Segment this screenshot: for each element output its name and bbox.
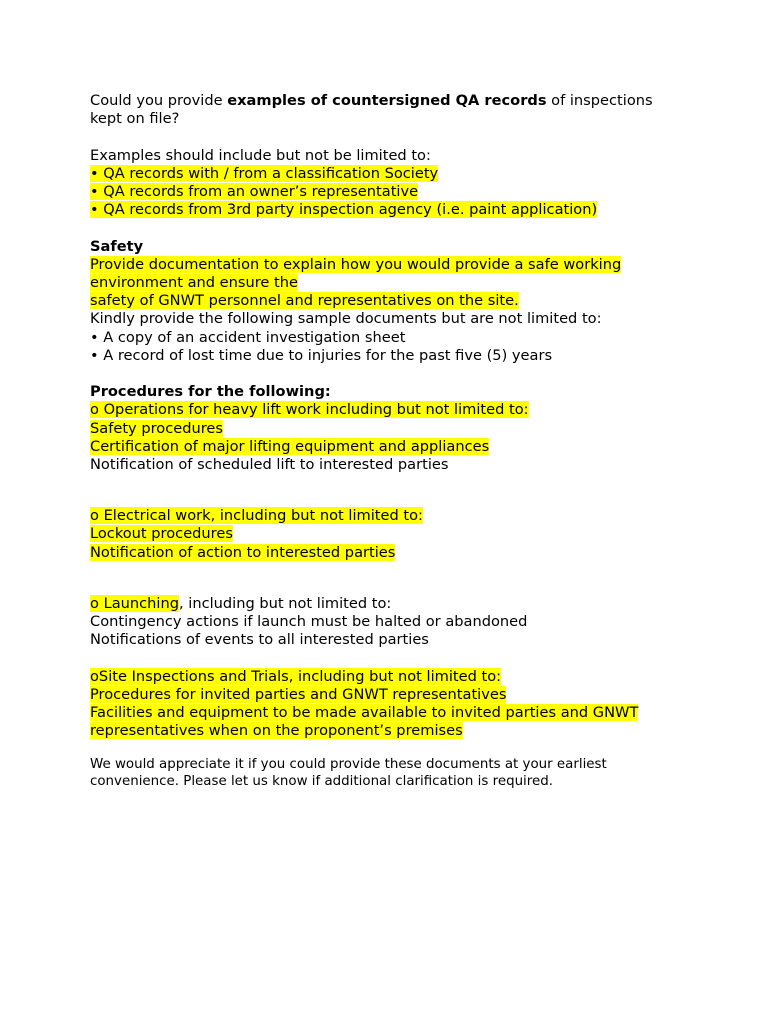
example-item: • QA records from an owner’s representative <box>90 183 419 200</box>
safety-heading: Safety <box>90 237 144 255</box>
electrical-block <box>90 507 690 562</box>
examples-block <box>90 147 690 220</box>
spacer <box>90 365 690 383</box>
document-page <box>90 92 690 791</box>
launching-highlight: o Launching <box>90 594 179 612</box>
examples-heading: Examples should include but not be limited to: <box>90 146 431 164</box>
example-item: • QA records with / from a classification Society <box>90 164 439 182</box>
site-line: oSite Inspections and Trials, including but not limited to: <box>90 667 502 685</box>
site-block <box>90 668 690 741</box>
closing-line: We would appreciate it if you could provide these documents at your earliest <box>90 757 607 773</box>
intro-line-1 <box>90 92 690 110</box>
heavy-lift-line: Notification of scheduled lift to interested parties <box>90 456 449 474</box>
launching-block <box>90 595 690 650</box>
launching-line: Notifications of events to all interested parties <box>90 631 429 649</box>
procedures-heading: Procedures for the following: <box>90 383 331 401</box>
site-line: Facilities and equipment to be made available to invited parties and GNWT <box>90 704 639 722</box>
launching-line: Contingency actions if launch must be halted or abandoned <box>90 613 528 631</box>
electrical-line: Lockout procedures <box>90 525 233 543</box>
closing-line: convenience. Please let us know if additional clarification is required. <box>90 774 553 790</box>
safety-line: • A record of lost time due to injuries for the past five (5) years <box>90 346 553 364</box>
heavy-lift-line: Safety procedures <box>90 419 223 437</box>
launching-heading <box>90 595 690 613</box>
heavy-lift-line: o Operations for heavy lift work including but not limited to: <box>90 401 529 419</box>
spacer <box>90 562 690 595</box>
example-item: • QA records from 3rd party inspection agency (i.e. paint application) <box>90 201 598 219</box>
site-line: representatives when on the proponent’s premises <box>90 722 463 740</box>
heavy-lift-line: Certification of major lifting equipment and appliances <box>90 437 490 455</box>
safety-highlight-line: environment and ensure the <box>90 274 299 291</box>
intro-text-end: of inspections <box>546 92 653 109</box>
intro-text-start: Could you provide <box>90 92 228 109</box>
safety-highlight-line: safety of GNWT personnel and representatives on the site. <box>90 292 519 310</box>
electrical-line: o Electrical work, including but not limited to: <box>90 507 423 525</box>
electrical-line: Notification of action to interested parties <box>90 543 396 561</box>
safety-highlight-line: Provide documentation to explain how you would provide a safe working <box>90 255 622 273</box>
procedures-block <box>90 383 690 474</box>
intro-paragraph <box>90 92 690 128</box>
closing-paragraph <box>90 757 690 790</box>
intro-line-2: kept on file? <box>90 110 180 128</box>
safety-line: Kindly provide the following sample documents but are not limited to: <box>90 310 602 328</box>
launching-rest: , including but not limited to: <box>178 594 392 612</box>
spacer <box>90 219 690 237</box>
site-line: Procedures for invited parties and GNWT representatives <box>90 685 507 703</box>
spacer <box>90 649 690 667</box>
spacer <box>90 740 690 757</box>
safety-line: • A copy of an accident investigation sheet <box>90 328 406 346</box>
intro-bold-text: examples of countersigned QA records <box>227 92 547 109</box>
spacer <box>90 128 690 146</box>
safety-block <box>90 238 690 365</box>
spacer <box>90 474 690 507</box>
